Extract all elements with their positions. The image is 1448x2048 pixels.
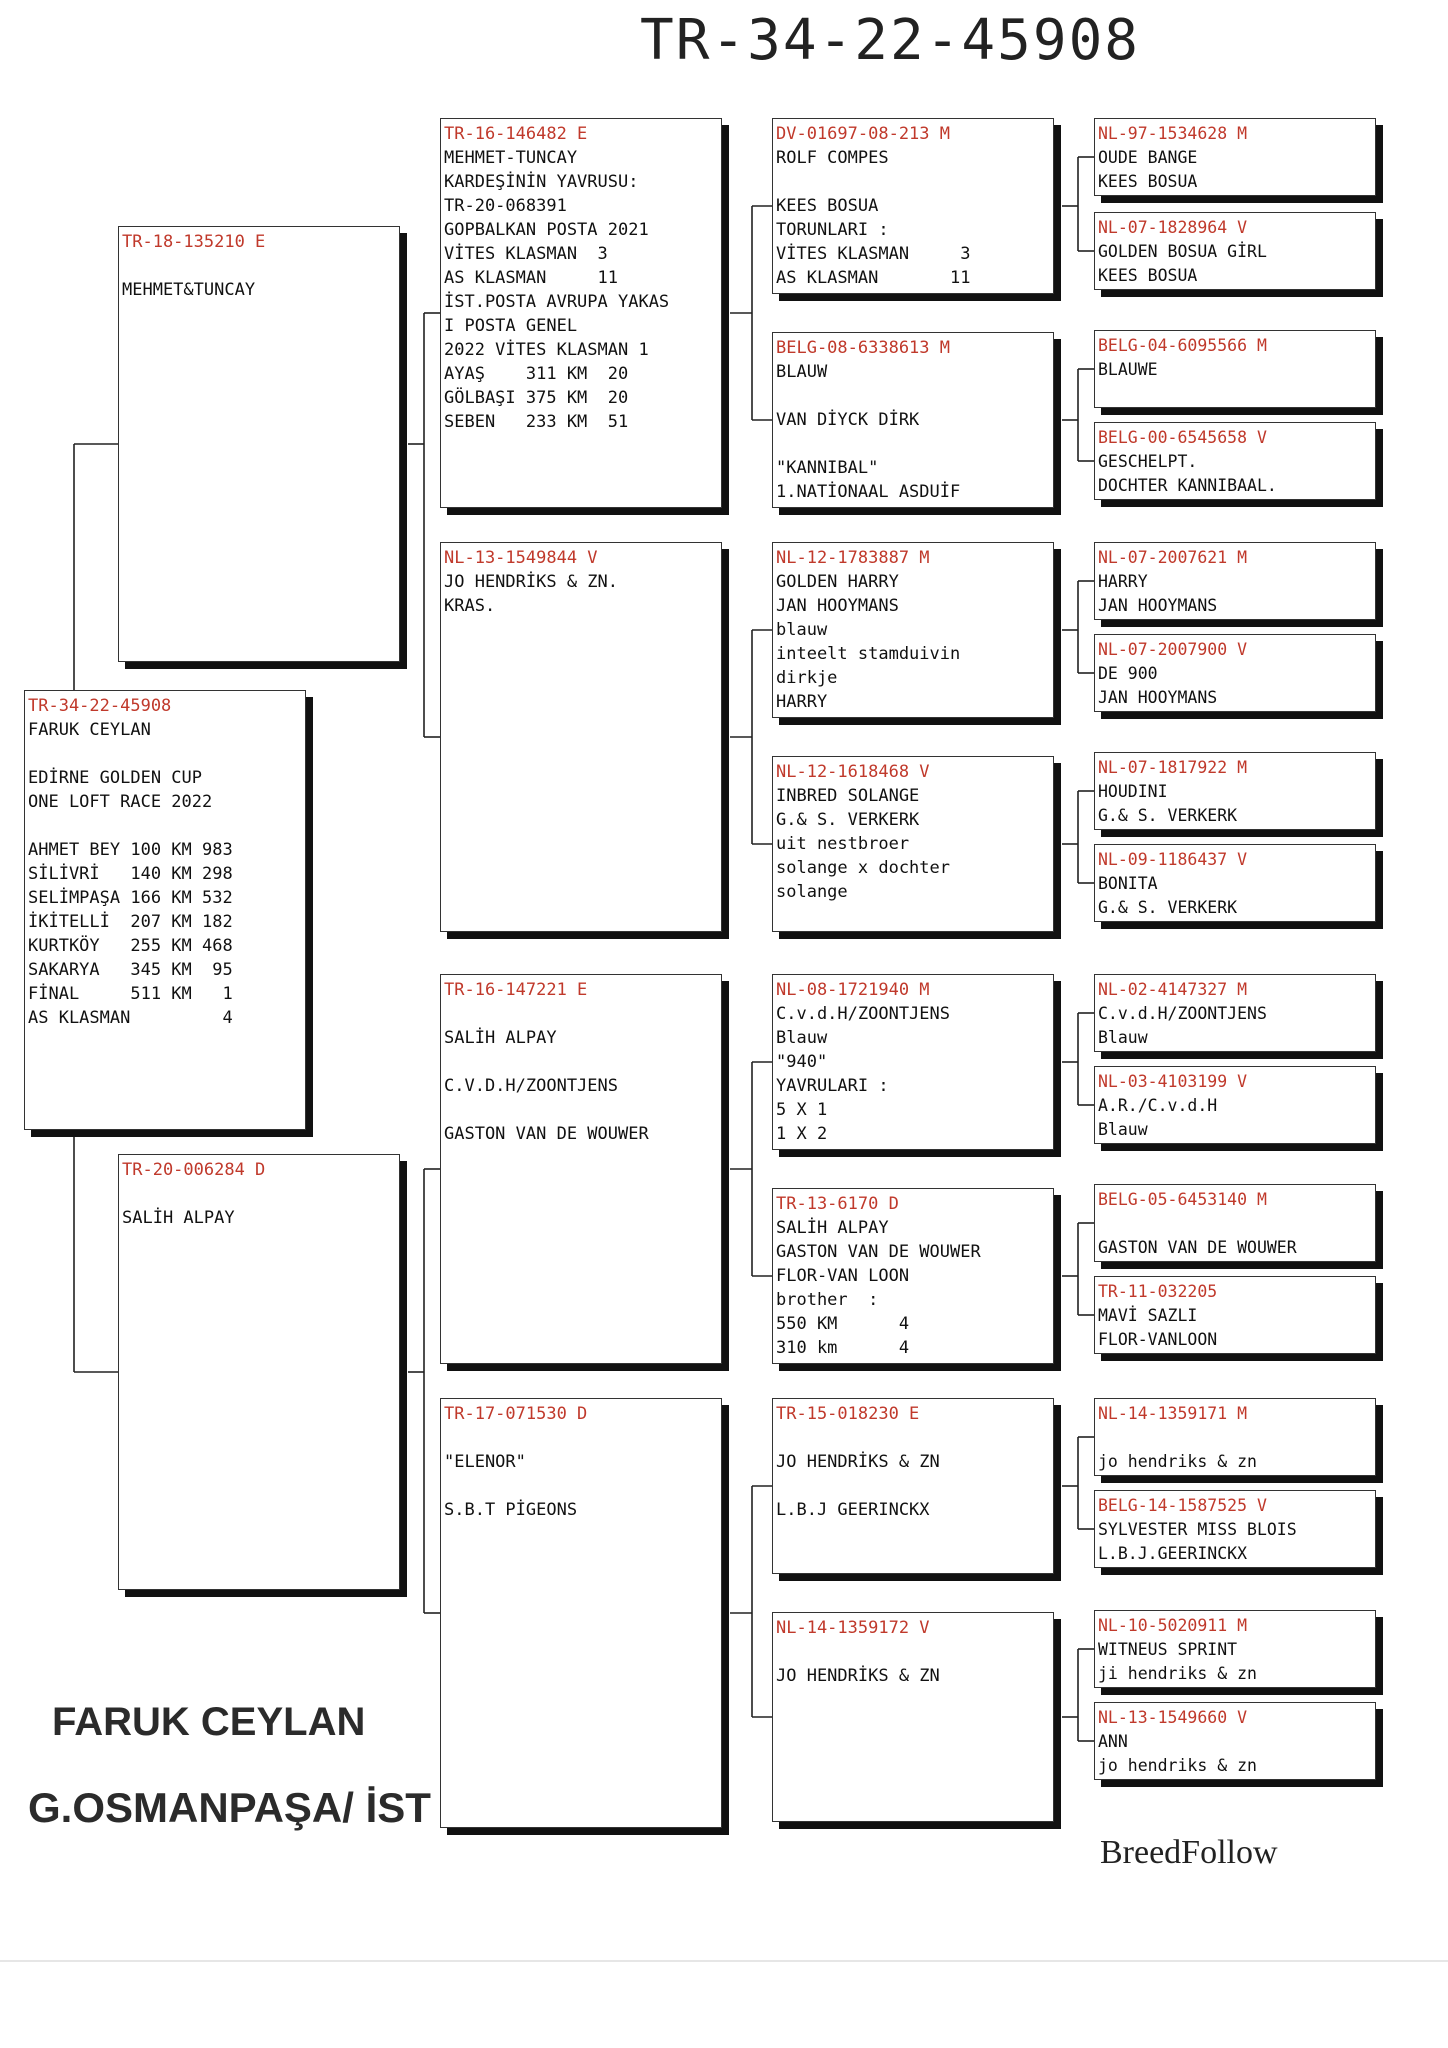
pedigree-note-line: BLAUW: [776, 362, 828, 382]
pedigree-note-line: VİTES KLASMAN 3: [776, 244, 971, 264]
pedigree-note-line: TORUNLARI :: [776, 220, 889, 240]
pedigree-note-line: HOUDINI: [1098, 782, 1168, 801]
pedigree-note-line: [28, 814, 305, 838]
pedigree-note-line: GÖLBAŞI 375 KM 20: [444, 388, 629, 408]
pedigree-note-line: A.R./C.v.d.H: [1098, 1096, 1218, 1115]
gen5-ancestor-card: [1094, 1610, 1376, 1688]
pedigree-note-line: [122, 254, 399, 278]
pedigree-note-line: ji hendriks & zn: [1098, 1664, 1257, 1683]
pedigree-note-line: VİTES KLASMAN 3: [444, 244, 608, 264]
pedigree-note-line: G.& S. VERKERK: [776, 810, 920, 830]
ring-number: NL-07-2007621 M: [1098, 548, 1248, 567]
pedigree-note-line: SALİH ALPAY: [776, 1218, 889, 1238]
pedigree-note-line: solange: [776, 882, 848, 902]
ring-number: BELG-04-6095566 M: [1098, 336, 1267, 355]
pedigree-note-line: uit nestbroer: [776, 834, 910, 854]
page-title: TR-34-22-45908: [640, 8, 1141, 73]
ring-number: NL-07-1817922 M: [1098, 758, 1248, 777]
ring-number: TR-15-018230 E: [776, 1404, 920, 1424]
great-grandparent-card: [772, 332, 1054, 508]
grandparent-card-sire-dam: [440, 542, 722, 932]
pedigree-note-line: solange x dochter: [776, 858, 950, 878]
pedigree-note-line: [776, 432, 1053, 456]
pedigree-note-line: G.& S. VERKERK: [1098, 806, 1238, 825]
great-grandparent-card: [772, 1398, 1054, 1574]
pedigree-note-line: "940": [776, 1052, 828, 1072]
pedigree-note-line: JO HENDRİKS & ZN: [776, 1666, 940, 1686]
pedigree-note-line: [444, 1050, 721, 1074]
gen5-ancestor-card: [1094, 1276, 1376, 1354]
ring-number: NL-97-1534628 M: [1098, 124, 1248, 143]
gen5-ancestor-card: [1094, 634, 1376, 712]
pedigree-note-line: "ELENOR": [444, 1452, 526, 1472]
pedigree-note-line: [776, 170, 1053, 194]
pedigree-note-line: GASTON VAN DE WOUWER: [1098, 1238, 1297, 1257]
ring-number: NL-14-1359172 V: [776, 1618, 930, 1638]
pedigree-note-line: MEHMET-TUNCAY: [444, 148, 578, 168]
pedigree-note-line: GASTON VAN DE WOUWER: [444, 1124, 649, 1144]
pedigree-note-line: MAVİ SAZLI: [1098, 1306, 1198, 1325]
dam-card: [118, 1154, 400, 1590]
gen5-ancestor-card: [1094, 118, 1376, 196]
ring-number: TR-18-135210 E: [122, 232, 266, 252]
great-grandparent-card: [772, 1612, 1054, 1822]
pedigree-note-line: Blauw: [776, 1028, 828, 1048]
pedigree-note-line: SİLİVRİ 140 KM 298: [28, 864, 233, 884]
ring-number: NL-12-1783887 M: [776, 548, 930, 568]
pedigree-note-line: BLAUWE: [1098, 360, 1158, 379]
scan-edge-line: [0, 1960, 1448, 1962]
great-grandparent-card: [772, 1188, 1054, 1364]
great-grandparent-card: [772, 756, 1054, 932]
pedigree-note-line: S.B.T PİGEONS: [444, 1500, 578, 1520]
ring-number: NL-14-1359171 M: [1098, 1404, 1248, 1423]
pedigree-note-line: G.& S. VERKERK: [1098, 898, 1238, 917]
pedigree-note-line: L.B.J.GEERINCKX: [1098, 1544, 1248, 1563]
pedigree-note-line: JAN HOOYMANS: [1098, 596, 1218, 615]
pedigree-note-line: FİNAL 511 KM 1: [28, 984, 233, 1004]
pedigree-note-line: SALİH ALPAY: [122, 1208, 235, 1228]
pedigree-note-line: OUDE BANGE: [1098, 148, 1198, 167]
pedigree-note-line: KEES BOSUA: [776, 196, 879, 216]
pedigree-note-line: ANN: [1098, 1732, 1128, 1751]
pedigree-note-line: KEES BOSUA: [1098, 266, 1198, 285]
pedigree-note-line: ROLF COMPES: [776, 148, 889, 168]
breedfollow-logo: BreedFollow: [1100, 1834, 1278, 1871]
pedigree-note-line: [776, 384, 1053, 408]
pedigree-note-line: AS KLASMAN 4: [28, 1008, 233, 1028]
pedigree-note-line: JO HENDRİKS & ZN.: [444, 572, 618, 592]
pedigree-note-line: MEHMET&TUNCAY: [122, 280, 256, 300]
ring-number: TR-20-006284 D: [122, 1160, 266, 1180]
pedigree-note-line: SAKARYA 345 KM 95: [28, 960, 233, 980]
pedigree-note-line: HARRY: [1098, 572, 1148, 591]
gen5-ancestor-card: [1094, 1066, 1376, 1144]
ring-number: NL-02-4147327 M: [1098, 980, 1248, 999]
pedigree-note-line: Blauw: [1098, 1028, 1148, 1047]
pedigree-note-line: C.v.d.H/ZOONTJENS: [1098, 1004, 1267, 1023]
pedigree-note-line: Blauw: [1098, 1120, 1148, 1139]
ring-number: TR-13-6170 D: [776, 1194, 899, 1214]
ring-number: BELG-05-6453140 M: [1098, 1190, 1267, 1209]
pedigree-note-line: [444, 1098, 721, 1122]
pedigree-note-line: 310 km 4: [776, 1338, 910, 1358]
pedigree-note-line: jo hendriks & zn: [1098, 1452, 1257, 1471]
ring-number: NL-13-1549660 V: [1098, 1708, 1248, 1727]
gen5-ancestor-card: [1094, 212, 1376, 290]
ring-number: BELG-08-6338613 M: [776, 338, 950, 358]
pedigree-note-line: FARUK CEYLAN: [28, 720, 151, 740]
grandparent-card-dam-dam: [440, 1398, 722, 1828]
gen5-ancestor-card: [1094, 1184, 1376, 1262]
pedigree-note-line: GOPBALKAN POSTA 2021: [444, 220, 649, 240]
pedigree-note-line: [444, 1002, 721, 1026]
pedigree-note-line: GOLDEN HARRY: [776, 572, 899, 592]
gen5-ancestor-card: [1094, 422, 1376, 500]
pedigree-note-line: GOLDEN BOSUA GİRL: [1098, 242, 1267, 261]
great-grandparent-card: [772, 118, 1054, 294]
pedigree-note-line: DE 900: [1098, 664, 1158, 683]
pedigree-note-line: 1.NATİONAAL ASDUİF: [776, 482, 961, 502]
ring-number: TR-16-146482 E: [444, 124, 588, 144]
pedigree-note-line: YAVRULARI :: [776, 1076, 889, 1096]
pedigree-note-line: I POSTA GENEL: [444, 316, 578, 336]
grandparent-card-sire-sire: [440, 118, 722, 508]
pedigree-note-line: [776, 1640, 1053, 1664]
pedigree-note-line: brother :: [776, 1290, 879, 1310]
pedigree-note-line: KRAS.: [444, 596, 496, 616]
ring-number: TR-17-071530 D: [444, 1404, 588, 1424]
pedigree-note-line: TR-20-068391: [444, 196, 567, 216]
ring-number: NL-07-2007900 V: [1098, 640, 1248, 659]
ring-number: TR-16-147221 E: [444, 980, 588, 1000]
pedigree-note-line: EDİRNE GOLDEN CUP: [28, 768, 202, 788]
pedigree-note-line: İST.POSTA AVRUPA YAKAS: [444, 292, 670, 312]
pedigree-note-line: SALİH ALPAY: [444, 1028, 557, 1048]
grandparent-card-dam-sire: [440, 974, 722, 1364]
gen5-ancestor-card: [1094, 974, 1376, 1052]
gen5-ancestor-card: [1094, 752, 1376, 830]
pedigree-note-line: AYAŞ 311 KM 20: [444, 364, 629, 384]
gen5-ancestor-card: [1094, 330, 1376, 408]
pedigree-note-line: FLOR-VANLOON: [1098, 1330, 1218, 1349]
ring-number: NL-10-5020911 M: [1098, 1616, 1248, 1635]
pedigree-note-line: KARDEŞİNİN YAVRUSU:: [444, 172, 639, 192]
pedigree-note-line: C.V.D.H/ZOONTJENS: [444, 1076, 618, 1096]
pedigree-note-line: JAN HOOYMANS: [776, 596, 899, 616]
ring-number: NL-13-1549844 V: [444, 548, 598, 568]
ring-number: DV-01697-08-213 M: [776, 124, 950, 144]
pedigree-note-line: FLOR-VAN LOON: [776, 1266, 910, 1286]
owner-name: FARUK CEYLAN: [52, 1700, 366, 1744]
ring-number: TR-34-22-45908: [28, 696, 172, 716]
pedigree-note-line: GESCHELPT.: [1098, 452, 1198, 471]
pedigree-note-line: [1098, 1426, 1375, 1450]
pedigree-note-line: [776, 1474, 1053, 1498]
gen5-ancestor-card: [1094, 1702, 1376, 1780]
pedigree-note-line: AS KLASMAN 11: [776, 268, 971, 288]
pedigree-note-line: INBRED SOLANGE: [776, 786, 920, 806]
pedigree-note-line: İKİTELLİ 207 KM 182: [28, 912, 233, 932]
great-grandparent-card: [772, 542, 1054, 718]
gen5-ancestor-card: [1094, 1398, 1376, 1476]
ring-number: NL-12-1618468 V: [776, 762, 930, 782]
ring-number: BELG-14-1587525 V: [1098, 1496, 1267, 1515]
pedigree-note-line: ONE LOFT RACE 2022: [28, 792, 213, 812]
pedigree-note-line: WITNEUS SPRINT: [1098, 1640, 1238, 1659]
ring-number: NL-09-1186437 V: [1098, 850, 1248, 869]
gen5-ancestor-card: [1094, 844, 1376, 922]
pedigree-note-line: blauw: [776, 620, 828, 640]
pedigree-note-line: 550 KM 4: [776, 1314, 910, 1334]
pedigree-note-line: inteelt stamduivin: [776, 644, 961, 664]
pedigree-note-line: "KANNIBAL": [776, 458, 879, 478]
pedigree-note-line: JO HENDRİKS & ZN: [776, 1452, 940, 1472]
pedigree-note-line: KURTKÖY 255 KM 468: [28, 936, 233, 956]
ring-number: NL-03-4103199 V: [1098, 1072, 1248, 1091]
pedigree-note-line: [122, 1182, 399, 1206]
pedigree-note-line: L.B.J GEERINCKX: [776, 1500, 930, 1520]
owner-location: G.OSMANPAŞA/ İST: [28, 1784, 431, 1831]
pedigree-note-line: [444, 1474, 721, 1498]
pedigree-note-line: KEES BOSUA: [1098, 172, 1198, 191]
pedigree-note-line: DOCHTER KANNIBAAL.: [1098, 476, 1277, 495]
pedigree-note-line: SELİMPAŞA 166 KM 532: [28, 888, 233, 908]
pedigree-note-line: 1 X 2: [776, 1124, 828, 1144]
pedigree-note-line: VAN DİYCK DİRK: [776, 410, 920, 430]
ring-number: NL-07-1828964 V: [1098, 218, 1248, 237]
great-grandparent-card: [772, 974, 1054, 1150]
pedigree-note-line: [444, 1426, 721, 1450]
ring-number: TR-11-032205: [1098, 1282, 1218, 1301]
pedigree-note-line: [1098, 1212, 1375, 1236]
pedigree-note-line: [28, 742, 305, 766]
pedigree-note-line: BONITA: [1098, 874, 1158, 893]
gen5-ancestor-card: [1094, 1490, 1376, 1568]
pedigree-note-line: AS KLASMAN 11: [444, 268, 618, 288]
sire-card: [118, 226, 400, 662]
pedigree-note-line: 5 X 1: [776, 1100, 828, 1120]
pedigree-note-line: C.v.d.H/ZOONTJENS: [776, 1004, 950, 1024]
pedigree-note-line: AHMET BEY 100 KM 983: [28, 840, 233, 860]
pedigree-note-line: HARRY: [776, 692, 828, 712]
pedigree-note-line: SEBEN 233 KM 51: [444, 412, 629, 432]
pedigree-note-line: jo hendriks & zn: [1098, 1756, 1257, 1775]
ring-number: BELG-00-6545658 V: [1098, 428, 1267, 447]
pedigree-note-line: 2022 VİTES KLASMAN 1: [444, 340, 649, 360]
gen5-ancestor-card: [1094, 542, 1376, 620]
subject-pigeon-card: [24, 690, 306, 1130]
pedigree-note-line: GASTON VAN DE WOUWER: [776, 1242, 981, 1262]
pedigree-note-line: dirkje: [776, 668, 838, 688]
pedigree-note-line: JAN HOOYMANS: [1098, 688, 1218, 707]
pedigree-note-line: [776, 1426, 1053, 1450]
ring-number: NL-08-1721940 M: [776, 980, 930, 1000]
pedigree-note-line: SYLVESTER MISS BLOIS: [1098, 1520, 1297, 1539]
